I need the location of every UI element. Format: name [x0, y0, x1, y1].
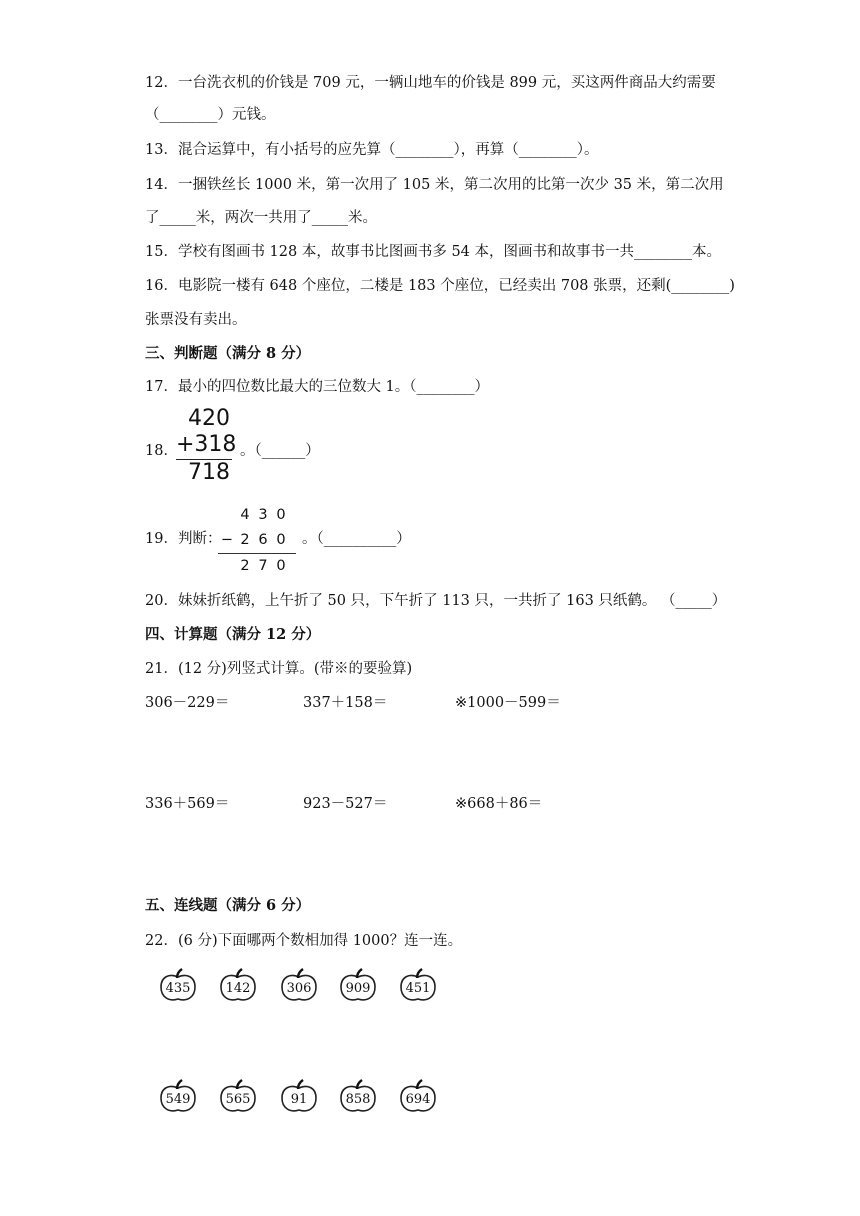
question-16-line-2: 张票没有卖出。: [145, 312, 247, 328]
apple-number[interactable]: [159, 968, 197, 1004]
q18-sum: 718: [188, 460, 230, 485]
question-18-answer-blank: 。（______）: [240, 443, 320, 459]
section-5-heading: 五、连线题（满分 6 分）: [145, 897, 311, 914]
q19-minus-sign: −: [220, 532, 234, 548]
apple-value: 451: [405, 981, 431, 996]
question-16-line-1: 16．电影院一楼有 648 个座位，二楼是 183 个座位，已经卖出 708 张票，还剩(________): [145, 278, 735, 294]
q18-addend-bottom: +318: [176, 432, 237, 457]
q19-digit: 0: [276, 558, 286, 574]
calc-item: ※668＋86＝: [455, 796, 543, 812]
calc-item: 336＋569＝: [145, 796, 230, 812]
q19-digit: 7: [258, 558, 268, 574]
apple-value: 565: [225, 1092, 251, 1107]
calc-item: ※1000－599＝: [455, 695, 561, 711]
question-15: 15．学校有图画书 128 本，故事书比图画书多 54 本，图画书和故事书一共________本。: [145, 244, 722, 260]
q18-addend-top: 420: [188, 406, 230, 431]
calc-item: 923－527＝: [303, 796, 388, 812]
question-12-line-1: 12．一台洗衣机的价钱是 709 元，一辆山地车的价钱是 899 元，买这两件商品大约需要: [145, 75, 716, 91]
q19-digit: 4: [240, 507, 250, 523]
apple-number[interactable]: [339, 1079, 377, 1115]
question-22: 22．(6 分)下面哪两个数相加得 1000？连一连。: [145, 933, 463, 949]
question-14-line-2: 了_____米，两次一共用了_____米。: [145, 210, 377, 226]
question-14-line-1: 14．一捆铁丝长 1000 米，第一次用了 105 米，第二次用的比第一次少 35 米，第二次用: [145, 177, 724, 193]
apple-value: 909: [345, 981, 371, 996]
q19-subtrahend-row: [218, 528, 296, 553]
q19-digit: 2: [240, 558, 250, 574]
apple-value: 435: [165, 981, 191, 996]
apple-value: 549: [165, 1092, 191, 1107]
apple-number[interactable]: [219, 1079, 257, 1115]
question-19-answer-blank: 。（__________）: [302, 531, 411, 547]
q19-digit: 6: [258, 532, 268, 548]
apple-value: 306: [286, 981, 312, 996]
apple-number[interactable]: [399, 1079, 437, 1115]
section-3-heading: 三、判断题（满分 8 分）: [145, 345, 311, 362]
question-12-line-2: （________）元钱。: [145, 107, 276, 123]
apple-value: 858: [345, 1092, 371, 1107]
question-19-vertical-subtraction: [218, 503, 296, 579]
apple-number[interactable]: [159, 1079, 197, 1115]
q19-digit: 0: [276, 532, 286, 548]
question-18-label: 18．: [145, 443, 178, 459]
q19-digit: 2: [240, 532, 250, 548]
apple-number[interactable]: [280, 968, 318, 1004]
apple-number[interactable]: [339, 968, 377, 1004]
apple-value: 91: [290, 1092, 308, 1107]
question-19-label: 19．判断：: [145, 531, 222, 547]
question-21: 21．(12 分)列竖式计算。(带※的要验算): [145, 661, 413, 677]
apple-number[interactable]: [219, 968, 257, 1004]
apple-number[interactable]: [399, 968, 437, 1004]
section-4-heading: 四、计算题（满分 12 分）: [145, 626, 321, 643]
q19-digit: 3: [258, 507, 268, 523]
q19-difference-row: [218, 554, 296, 579]
question-17: 17．最小的四位数比最大的三位数大 1。（________）: [145, 379, 490, 395]
apple-number[interactable]: [280, 1079, 318, 1115]
question-20: 20．妹妹折纸鹤，上午折了 50 只，下午折了 113 只，一共折了 163 只纸鹤。 （_____）: [145, 593, 727, 609]
calc-item: 337＋158＝: [303, 695, 388, 711]
apple-value: 694: [405, 1092, 431, 1107]
calc-item: 306－229＝: [145, 695, 230, 711]
question-13: 13．混合运算中，有小括号的应先算（________），再算（________）。: [145, 142, 599, 158]
apple-value: 142: [225, 981, 251, 996]
q19-digit: 0: [276, 507, 286, 523]
q19-minuend-row: [218, 503, 296, 528]
question-18-vertical-addition: [176, 406, 238, 486]
